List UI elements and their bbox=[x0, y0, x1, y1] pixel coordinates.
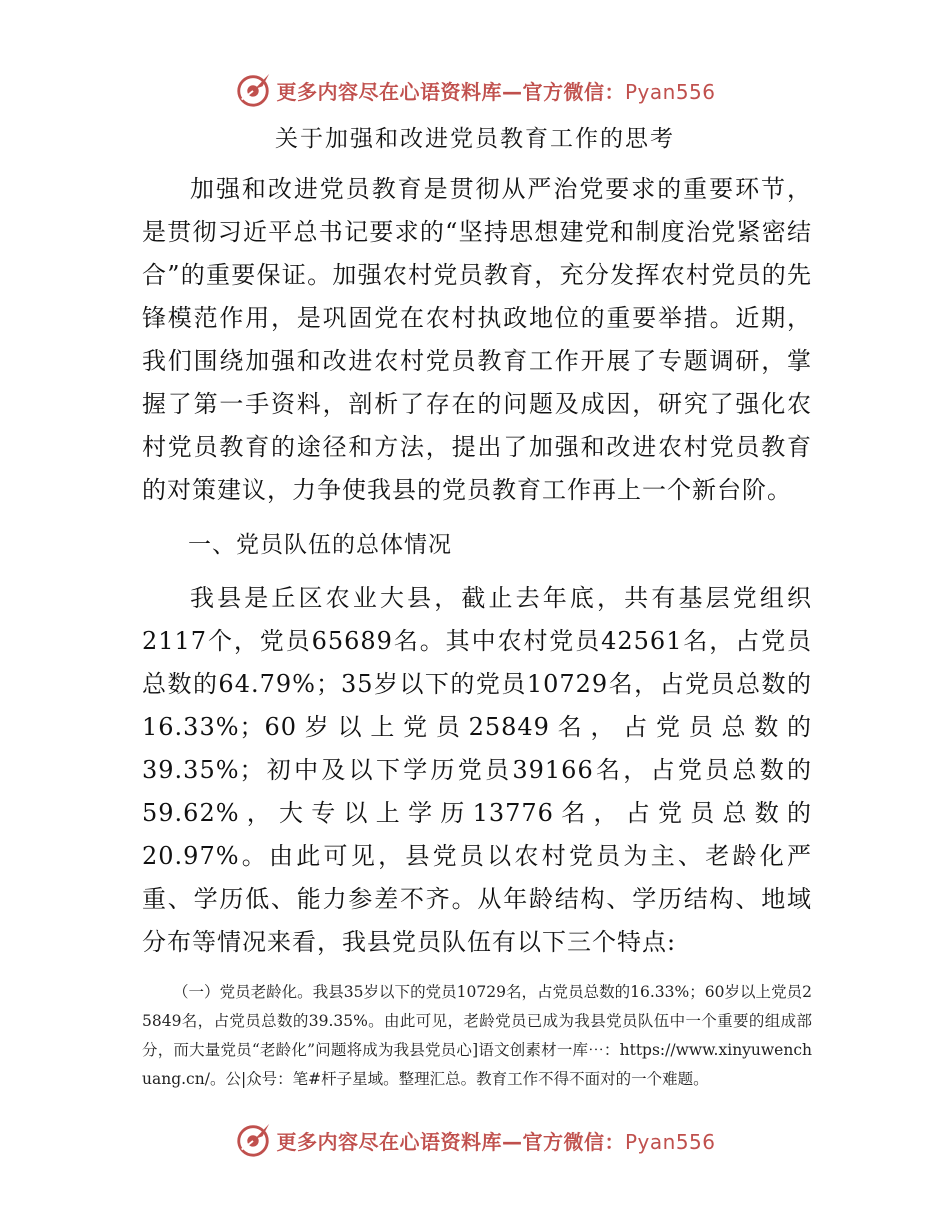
subsection-paragraph: （一）党员老龄化。我县35岁以下的党员10729名，占党员总数的16.33%；60岁以上党员25849名，占党员总数的39.35%。由此可见，老龄党员已成为我县党员队伍中一个重要的组成部分，而大量党员“老龄化”问题将成为我县党员心]语文创素材一库⋯：https://www.xinyuwenchuang.cn/。公|众号：笔#杆子星域。整理汇总。教育工作不得不面对的一个难题。 bbox=[142, 983, 812, 1088]
document-body bbox=[142, 168, 812, 1094]
watermark-text: 更多内容尽在心语资料库—官方微信：Pyan556 bbox=[276, 1129, 716, 1154]
intro-paragraph: 加强和改进党员教育是贯彻从严治党要求的重要环节，是贯彻习近平总书记要求的“坚持思想建党和制度治党紧密结合”的重要保证。加强农村党员教育，充分发挥农村党员的先锋模范作用，是巩固党在农村执政地位的重要举措。近期，我们围绕加强和改进农村党员教育工作开展了专题调研，掌握了第一手资料，剖析了存在的问题及成因，研究了强化农村党员教育的途径和方法，提出了加强和改进农村党员教育的对策建议，力争使我县的党员教育工作再上一个新台阶。 bbox=[142, 175, 812, 504]
section-heading: 一、党员队伍的总体情况 bbox=[188, 532, 452, 558]
document-title: 关于加强和改进党员教育工作的思考 bbox=[275, 126, 675, 152]
quill-logo-icon bbox=[234, 1121, 272, 1159]
watermark-banner-top bbox=[0, 70, 950, 110]
watermark-banner-bottom bbox=[0, 1120, 950, 1160]
quill-logo-icon bbox=[234, 71, 272, 109]
section-paragraph: 我县是丘区农业大县，截止去年底，共有基层党组织2117个，党员65689名。其中农村党员42561名，占党员总数的64.79%；35岁以下的党员10729名，占党员总数的16.33%；60岁以上党员25849名，占党员总数的39.35%；初中及以下学历党员39166名，占党员总数的59.62%，大专以上学历13776名，占党员总数的20.97%。由此可见，县党员以农村党员为主、老龄化严重、学历低、能力参差不齐。从年龄结构、学历结构、地域分布等情况来看，我县党员队伍有以下三个特点: bbox=[142, 584, 812, 956]
watermark-text: 更多内容尽在心语资料库—官方微信：Pyan556 bbox=[276, 79, 716, 104]
